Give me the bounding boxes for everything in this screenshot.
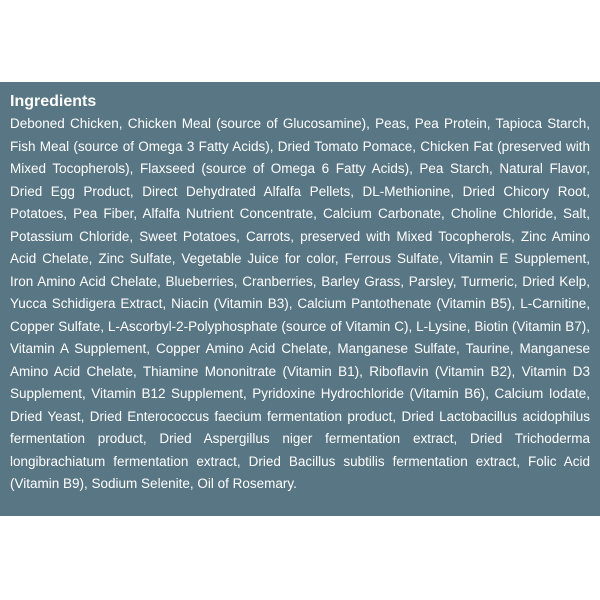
ingredients-panel [0,82,600,516]
ingredients-heading: Ingredients [10,93,97,110]
ingredients-list: Deboned Chicken, Chicken Meal (source of Glucosamine), Peas, Pea Protein, Tapioca Starch, Fish Meal (source of Omega 3 Fatty Acids), Dried Tomato Pomace, Chicken Fat (preserved with Mixed Tocopherols), Flaxseed (source of Omega 6 Fatty Acids), Pea Starch, Natural Flavor, Dried Egg Product, Direct Dehydrated Alfalfa Pellets, DL-Methionine, Dried Chicory Root, Potatoes, Pea Fiber, Alfalfa Nutrient Concentrate, Calcium Carbonate, Choline Chloride, Salt, Potassium Chloride, Sweet Potatoes, Carrots, preserved with Mixed Tocopherols, Zinc Amino Acid Chelate, Zinc Sulfate, Vegetable Juice for color, Ferrous Sulfate, Vitamin E Supplement, Iron Amino Acid Chelate, Blueberries, Cranberries, Barley Grass, Parsley, Turmeric, Dried Kelp, Yucca Schidigera Extract, Niacin (Vitamin B3), Calcium Pantothenate (Vitamin B5), L-Carnitine, Copper Sulfate, L-Ascorbyl-2-Polyphosphate (source of Vitamin C), L-Lysine, Biotin (Vitamin B7), Vitamin A Supplement, Copper Amino Acid Chelate, Manganese Sulfate, Taurine, Manganese Amino Acid Chelate, Thiamine Mononitrate (Vitamin B1), Riboflavin (Vitamin B2), Vitamin D3 Supplement, Vitamin B12 Supplement, Pyridoxine Hydrochloride (Vitamin B6), Calcium Iodate, Dried Yeast, Dried Enterococcus faecium fermentation product, Dried Lactobacillus acidophilus fermentation product, Dried Aspergillus niger fermentation extract, Dried Trichoderma longibrachiatum fermentation extract, Dried Bacillus subtilis fermentation extract, Folic Acid (Vitamin B9), Sodium Selenite, Oil of Rosemary. [10,116,590,491]
